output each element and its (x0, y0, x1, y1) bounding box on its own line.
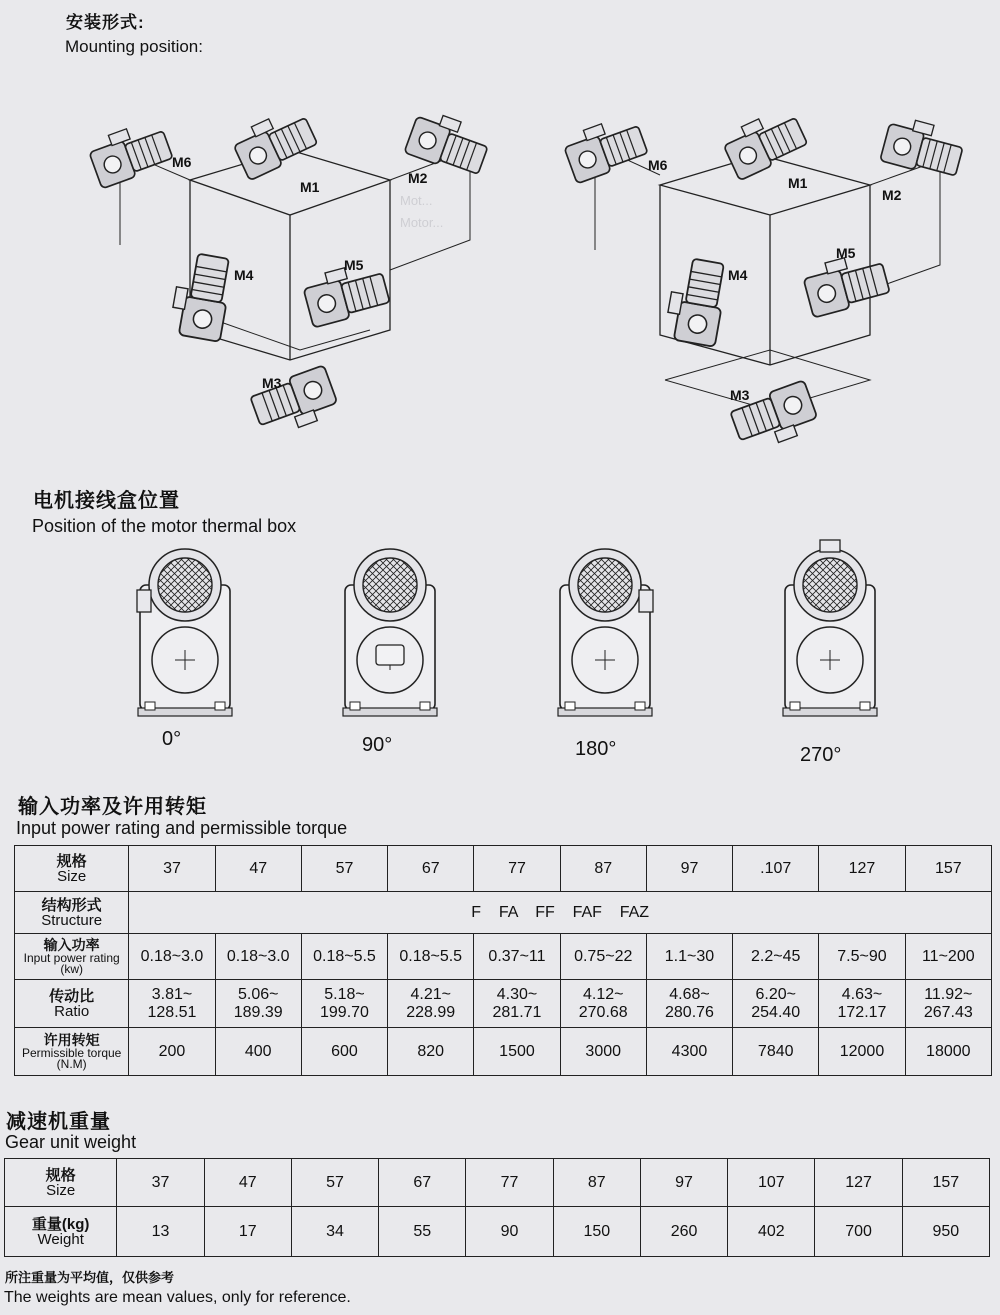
left-m6-label: M6 (172, 154, 192, 170)
weight-size-cell: 47 (204, 1159, 291, 1207)
torque-cell: 200 (129, 1028, 215, 1076)
row-header-torque: 许用转矩 Permissible torque (N.M) (15, 1028, 129, 1076)
ratio-cell: 4.68~ 280.76 (646, 980, 732, 1028)
power-row-ratio (15, 980, 992, 1028)
size-cell: 67 (388, 846, 474, 892)
ratio-cell: 4.12~ 270.68 (560, 980, 646, 1028)
mounting-title-en: Mounting position: (65, 37, 203, 56)
weight-cell: 260 (640, 1207, 727, 1257)
left-m3-label: M3 (262, 375, 282, 391)
size-cell: 57 (301, 846, 387, 892)
weight-table-title-cn: 减速机重量 (6, 1111, 111, 1133)
angle-90: 90° (362, 734, 393, 756)
row-header-size: 规格 Size (15, 846, 129, 892)
power-table-title-en: Input power rating and permissible torque (16, 818, 348, 838)
weight-cell: 150 (553, 1207, 640, 1257)
power-row-structure (15, 892, 992, 934)
weight-size-cell: 97 (640, 1159, 727, 1207)
power-row-size (15, 846, 992, 892)
right-m5-label: M5 (836, 245, 856, 261)
row-header-input-power: 输入功率 Input power rating (kw) (15, 934, 129, 980)
ratio-cell: 5.18~ 199.70 (301, 980, 387, 1028)
weight-cell: 17 (204, 1207, 291, 1257)
weight-row-weight (5, 1207, 990, 1257)
thermal-box-title-cn: 电机接线盒位置 (33, 490, 180, 512)
row-header-ratio: 传动比 Ratio (15, 980, 129, 1028)
torque-cell: 18000 (905, 1028, 991, 1076)
weight-table (4, 1158, 990, 1257)
left-m4-label: M4 (234, 267, 254, 283)
torque-cell: 4300 (646, 1028, 732, 1076)
power-cell: 0.18~5.5 (388, 934, 474, 980)
weight-size-cell: 67 (379, 1159, 466, 1207)
weight-size-cell: 87 (553, 1159, 640, 1207)
right-m3-label: M3 (730, 387, 750, 403)
power-cell: 0.18~3.0 (129, 934, 215, 980)
size-cell: 157 (905, 846, 991, 892)
torque-cell: 1500 (474, 1028, 560, 1076)
power-cell: 0.37~11 (474, 934, 560, 980)
mounting-title-cn: 安装形式: (66, 13, 145, 32)
weight-size-cell: 57 (291, 1159, 378, 1207)
weight-cell: 55 (379, 1207, 466, 1257)
ratio-cell: 11.92~ 267.43 (905, 980, 991, 1028)
ratio-cell: 6.20~ 254.40 (733, 980, 819, 1028)
weight-row-size (5, 1159, 990, 1207)
weight-size-cell: 127 (815, 1159, 902, 1207)
left-m1-label: M1 (300, 179, 320, 195)
weight-size-cell: 37 (117, 1159, 204, 1207)
torque-cell: 3000 (560, 1028, 646, 1076)
weight-cell: 402 (728, 1207, 815, 1257)
ratio-cell: 4.63~ 172.17 (819, 980, 905, 1028)
power-cell: 7.5~90 (819, 934, 905, 980)
left-m2-label: M2 (408, 170, 428, 186)
angle-0: 0° (162, 728, 182, 750)
weight-header-weight: 重量(kg) Weight (5, 1207, 117, 1257)
right-m4-label: M4 (728, 267, 748, 283)
power-cell: 0.75~22 (560, 934, 646, 980)
size-cell: 77 (474, 846, 560, 892)
ratio-cell: 4.21~ 228.99 (388, 980, 474, 1028)
weight-size-cell: 107 (728, 1159, 815, 1207)
size-cell: 37 (129, 846, 215, 892)
torque-cell: 820 (388, 1028, 474, 1076)
torque-cell: 7840 (733, 1028, 819, 1076)
thermal-box-title-en: Position of the motor thermal box (32, 516, 297, 536)
ratio-cell: 3.81~ 128.51 (129, 980, 215, 1028)
torque-cell: 600 (301, 1028, 387, 1076)
weight-cell: 90 (466, 1207, 553, 1257)
footnote-cn: 所注重量为平均值，仅供参考 (5, 1270, 175, 1285)
left-m5-label: M5 (344, 257, 364, 273)
size-cell: 127 (819, 846, 905, 892)
power-cell: 2.2~45 (733, 934, 819, 980)
row-header-structure: 结构形式 Structure (15, 892, 129, 934)
power-row-input-power (15, 934, 992, 980)
size-cell: .107 (733, 846, 819, 892)
weight-cell: 700 (815, 1207, 902, 1257)
angle-270: 270° (800, 744, 842, 766)
power-cell: 0.18~5.5 (301, 934, 387, 980)
weight-cell: 34 (291, 1207, 378, 1257)
size-cell: 47 (215, 846, 301, 892)
torque-cell: 400 (215, 1028, 301, 1076)
size-cell: 97 (646, 846, 732, 892)
power-cell: 1.1~30 (646, 934, 732, 980)
power-table-title-cn: 输入功率及许用转矩 (18, 796, 207, 818)
footnote-en: The weights are mean values, only for reference. (4, 1289, 351, 1306)
weight-header-size: 规格 Size (5, 1159, 117, 1207)
weight-cell: 13 (117, 1207, 204, 1257)
weight-table-title-en: Gear unit weight (5, 1132, 137, 1152)
torque-cell: 12000 (819, 1028, 905, 1076)
angle-180: 180° (575, 738, 617, 760)
ratio-cell: 5.06~ 189.39 (215, 980, 301, 1028)
right-m1-label: M1 (788, 175, 808, 191)
power-row-torque (15, 1028, 992, 1076)
weight-cell: 950 (902, 1207, 989, 1257)
size-cell: 87 (560, 846, 646, 892)
bleed-through-text: Mot... Motor... (400, 193, 444, 230)
weight-size-cell: 157 (902, 1159, 989, 1207)
weight-size-cell: 77 (466, 1159, 553, 1207)
power-cell: 0.18~3.0 (215, 934, 301, 980)
ratio-cell: 4.30~ 281.71 (474, 980, 560, 1028)
power-table (14, 845, 992, 1076)
right-m6-label: M6 (648, 157, 668, 173)
structure-cell: F FA FF FAF FAZ (129, 892, 992, 934)
power-cell: 11~200 (905, 934, 991, 980)
right-m2-label: M2 (882, 187, 902, 203)
